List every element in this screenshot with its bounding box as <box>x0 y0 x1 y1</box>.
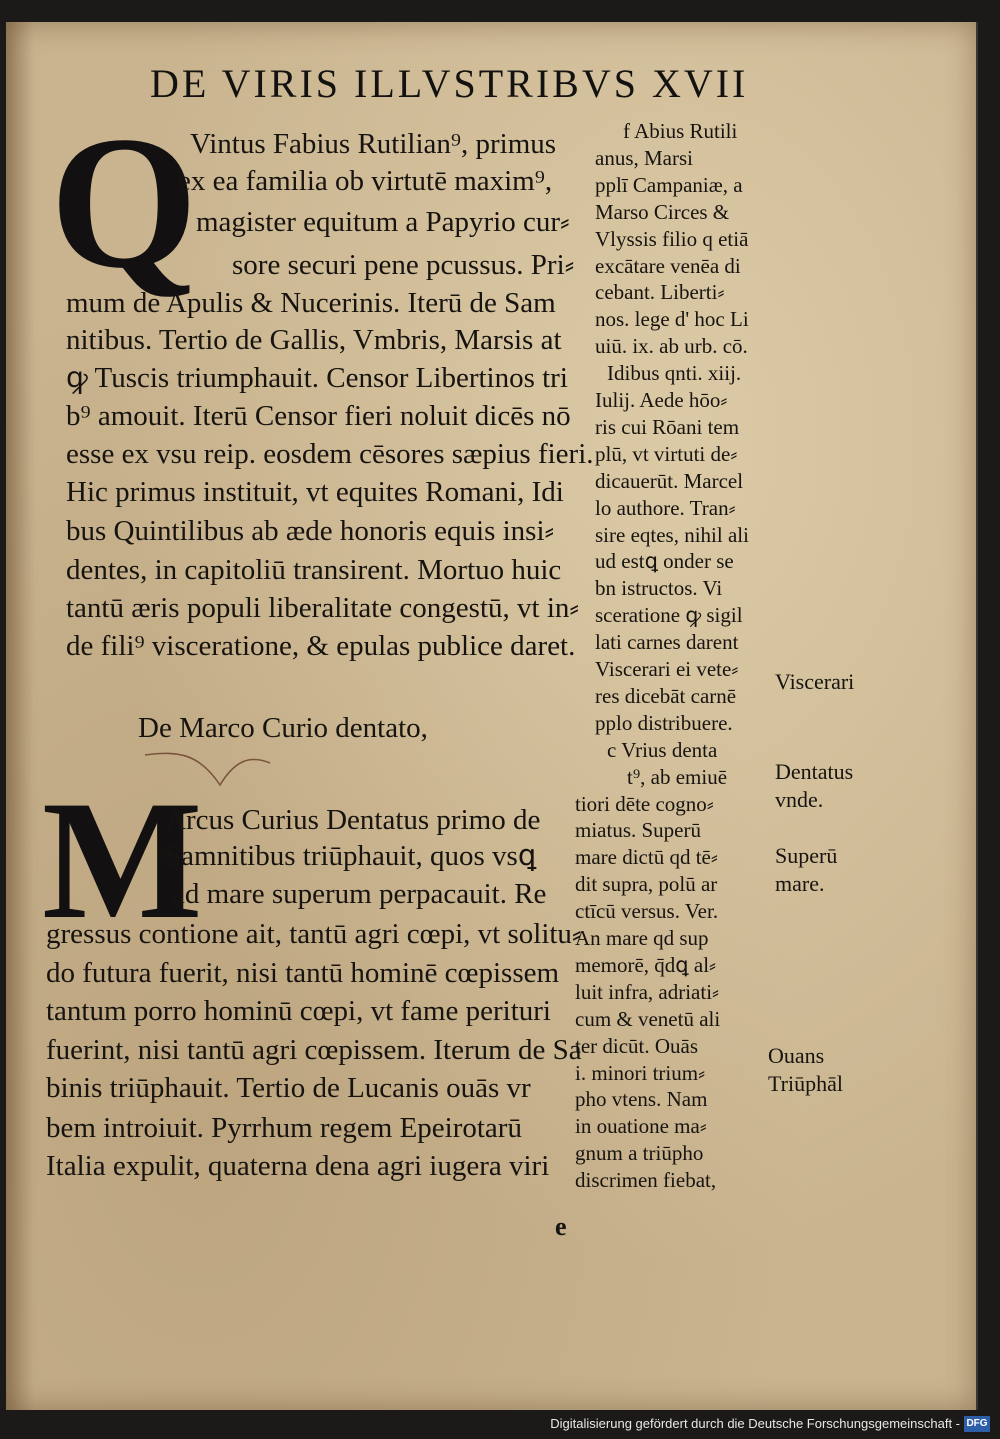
section-subheading: De Marco Curio dentato, <box>138 712 428 744</box>
drop-cap-q: Q <box>50 98 198 308</box>
gloss-line: tiori dēte cogno⸗ <box>575 791 714 816</box>
main-text-line: bus Quintilibus ab æde honoris equis insi⸗ <box>66 515 555 547</box>
gloss-line: dit supra, polū ar <box>575 872 718 897</box>
margin-note-ouans-line2: Triūphāl <box>768 1071 843 1096</box>
main-text-line: fuerint, nisi tantū agri cœpissem. Iterum de Sa <box>46 1034 582 1066</box>
running-header: DE VIRIS ILLVSTRIBVS XVII <box>150 61 749 106</box>
gloss-line: cum & venetū ali <box>575 1006 721 1031</box>
margin-note-viscerari: Viscerari <box>775 669 855 694</box>
main-text-line: b⁹ amouit. Iterū Censor fieri noluit dicēs nō <box>66 400 571 432</box>
gloss-line: excātare venēa di <box>595 253 741 278</box>
gloss-line: ctīcū versus. Ver. <box>575 899 719 924</box>
margin-note-superu-line2: mare. <box>775 871 825 896</box>
gloss-line: lo authore. Tran⸗ <box>595 495 736 520</box>
gloss-line: pplo distribuere. <box>595 710 733 735</box>
margin-note-dentatus: Dentatus <box>775 759 854 784</box>
main-text-line: Arcus Curius Dentatus primo de <box>165 804 541 836</box>
main-text-line: tantum porro hominū cœpi, vt fame perituri <box>46 995 551 1027</box>
gloss-line: luit infra, adriati⸗ <box>575 979 720 1004</box>
main-text-line: ad mare superum perpacauit. Re <box>172 878 547 910</box>
main-text-line: magister equitum a Papyrio cur⸗ <box>196 206 570 238</box>
main-text-line: Italia expulit, quaterna dena agri iugera viri <box>46 1150 550 1182</box>
gloss-line: cebant. Liberti⸗ <box>595 280 725 305</box>
main-text-line: nitibus. Tertio de Gallis, Vmbris, Marsis at <box>66 324 562 356</box>
gloss-line: memorē, q̄dꝗ al⸗ <box>575 952 717 977</box>
gloss-line: sire eqtes, nihil ali <box>595 522 749 547</box>
gloss-line: ris cui Rōani tem <box>595 414 740 439</box>
gloss-line: Viscerari ei vete⸗ <box>595 657 739 681</box>
drop-cap-m: M <box>42 766 203 954</box>
main-text-line: Vintus Fabius Rutilian⁹, primus <box>190 128 557 160</box>
gloss-line: ud estꝗ onder se <box>595 549 734 574</box>
gloss-line: t⁹, ab emiuē <box>627 764 728 789</box>
gloss-line: c Vrius denta <box>607 737 718 762</box>
main-text-line: binis triūphauit. Tertio de Lucanis ouās vr <box>46 1072 531 1104</box>
handwritten-flourish <box>140 745 300 795</box>
gloss-line: Iulij. Aede hōo⸗ <box>595 388 728 412</box>
main-text-line: dentes, in capitoliū transirent. Mortuo huic <box>66 554 562 586</box>
main-text-line: ꝙ Tuscis triumphauit. Censor Libertinos tri <box>66 362 568 394</box>
margin-note-superu: Superū <box>775 843 838 868</box>
gloss-line: miatus. Superū <box>575 818 701 843</box>
main-text-line: bem introiuit. Pyrrhum regem Epeirotarū <box>46 1112 522 1144</box>
gloss-line: uiū. ix. ab urb. cō. <box>595 334 748 359</box>
footer-credit: Digitalisierung gefördert durch die Deutsche Forschungsgemeinschaft - <box>550 1416 960 1431</box>
gloss-line: f Abius Rutili <box>623 119 738 143</box>
main-text-line: tantū æris populi liberalitate congestū, vt in⸗ <box>66 592 580 624</box>
gloss-line: discrimen fiebat, <box>575 1168 717 1193</box>
gloss-line: pplī Campaniæ, a <box>595 172 743 197</box>
page-edge <box>976 22 978 1410</box>
gloss-line: bn istructos. Vi <box>595 576 723 601</box>
gloss-line: sceratione ꝙ sigil <box>595 603 743 628</box>
gloss-line: nos. lege d' hoc Li <box>595 307 749 332</box>
gloss-line: plū, vt virtuti de⸗ <box>595 441 738 466</box>
gloss-line: in ouatione ma⸗ <box>575 1114 707 1139</box>
gloss-line: lati carnes darent <box>595 630 739 655</box>
gloss-line: Marso Circes & <box>595 199 730 224</box>
signature-mark: e <box>555 1212 567 1241</box>
gloss-line: i. minori trium⸗ <box>575 1060 706 1085</box>
dfg-logo-icon: DFG <box>964 1416 990 1432</box>
main-text-line: de fili⁹ visceratione, & epulas publice daret. <box>66 630 576 662</box>
gloss-line: ter dicūt. Ouās <box>575 1033 699 1058</box>
main-text-line: do futura fuerit, nisi tantū hominē cœpissem <box>46 957 560 989</box>
main-text-line: ex ea familia ob virtutē maxim⁹, <box>178 165 553 197</box>
gloss-line: An mare qd sup <box>575 926 709 950</box>
gloss-line: Vlyssis filio q etiā <box>595 226 749 251</box>
main-text-line: esse ex vsu reip. eosdem cēsores sæpius fieri. <box>66 438 594 470</box>
main-text-line: Hic primus instituit, vt equites Romani, Idi <box>66 476 564 508</box>
main-text-line: gressus contione ait, tantū agri cœpi, vt solitu⸗ <box>46 918 582 950</box>
gloss-line: mare dictū qd tē⸗ <box>575 845 718 870</box>
gloss-line: res dicebāt carnē <box>595 683 737 708</box>
gloss-line: anus, Marsi <box>595 145 693 170</box>
main-text-line: sore securi pene pcussus. Pri⸗ <box>232 249 575 281</box>
margin-note-dentatus-line2: vnde. <box>775 787 824 812</box>
gloss-line: dicauerūt. Marcel <box>595 468 744 493</box>
main-text-line: mum de Apulis & Nucerinis. Iterū de Sam <box>66 287 556 319</box>
gloss-line: gnum a triūpho <box>575 1141 704 1166</box>
margin-note-ouans: Ouans <box>768 1043 825 1068</box>
gloss-line: Idibus qnti. xiij. <box>607 361 742 386</box>
gloss-line: pho vtens. Nam <box>575 1087 708 1112</box>
main-text-line: Samnitibus triūphauit, quos vsꝗ <box>165 840 537 872</box>
